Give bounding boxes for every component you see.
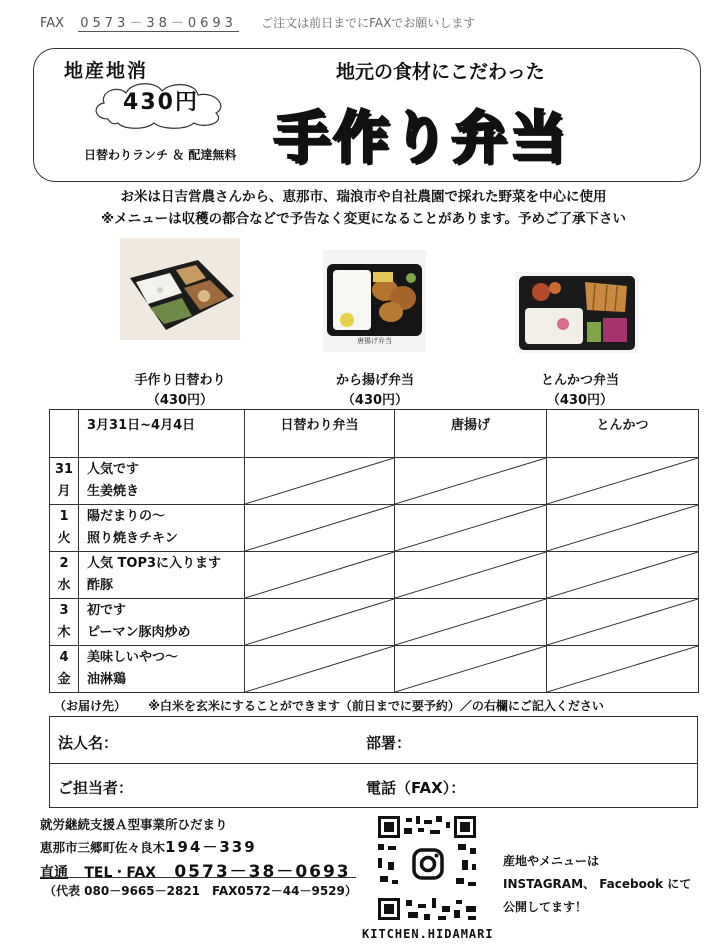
contact-person-field[interactable]: ご担当者： (58, 779, 134, 797)
chisan-chisho-label: 地産地消 (64, 60, 149, 82)
day-cell: 4 金 (50, 646, 79, 693)
direct-contact-line (40, 857, 351, 882)
menu-header-row (50, 410, 699, 458)
order-form-divider (50, 763, 697, 764)
destination-label: （お届け先） (54, 699, 127, 713)
qr-account-label: KITCHEN.HIDAMARI (362, 927, 494, 941)
header-daily-bento: 日替わり弁当 (245, 410, 395, 458)
day-cell: 2 水 (50, 552, 79, 599)
daily-bento-photo (120, 238, 240, 340)
tel-fax-label: TEL・FAX (84, 865, 156, 881)
day-cell: 31 月 (50, 458, 79, 505)
order-cell-karaage[interactable] (395, 552, 547, 599)
order-form (49, 716, 698, 808)
tonkatsu-bento-photo (515, 272, 639, 353)
intro-line-1: お米は日吉営農さんから、恵那市、瑞浪市や自社農園で採れた野菜を中心に使用 (120, 189, 607, 205)
menu-row-wed (50, 552, 699, 599)
day-cell: 1 火 (50, 505, 79, 552)
order-cell-daily[interactable] (245, 552, 395, 599)
header-tonkatsu: とんかつ (547, 410, 699, 458)
sns-line-3: 公開してます！ (503, 900, 588, 914)
header-karaage: 唐揚げ (395, 410, 547, 458)
company-name: 就労継続支援Ａ型事業所ひだまり (40, 817, 228, 832)
fax-number: 0573－38－0693 (80, 16, 237, 31)
order-cell-tonkatsu[interactable] (547, 458, 699, 505)
menu-row-fri (50, 646, 699, 693)
header-date-range: 3月31日~4月4日 (79, 410, 245, 458)
karaage-bento-photo (323, 250, 426, 352)
footer-divider (40, 877, 356, 878)
menu-item-cell: 陽だまりの～ 照り焼きチキン (79, 505, 245, 552)
phone-fax-field[interactable]: 電話（FAX）： (366, 779, 466, 797)
product-price-karaage: （430円） (341, 393, 409, 408)
representative-contact: （代表 080－9665－2821 FAX0572－44－9529） (44, 884, 357, 898)
order-cell-karaage[interactable] (395, 646, 547, 693)
order-cell-daily[interactable] (245, 458, 395, 505)
order-cell-karaage[interactable] (395, 599, 547, 646)
local-food-heading: 地元の食材にこだわった (336, 61, 545, 83)
menu-row-mon (50, 458, 699, 505)
sns-line-2: INSTAGRAM、 Facebook にて (503, 877, 692, 891)
order-cell-daily[interactable] (245, 646, 395, 693)
tel-fax-number: 0573－38－0693 (174, 862, 351, 882)
fax-header (40, 12, 475, 32)
product-name-daily: 手作り日替わり (134, 373, 226, 388)
weekly-menu-table (49, 409, 699, 693)
menu-item-cell: 人気 TOP3に入ります 酢豚 (79, 552, 245, 599)
karaage-photo-caption: 唐揚げ弁当 (357, 337, 392, 345)
order-cell-karaage[interactable] (395, 505, 547, 552)
brown-rice-note: ※白米を玄米にすることができます（前日までに要予約）／の右欄にご記入ください (148, 699, 604, 713)
fax-order-note: ご注文は前日までにFAXでお願いします (261, 16, 476, 30)
menu-item-cell: 初です ピーマン豚肉炒め (79, 599, 245, 646)
menu-item-cell: 美味しいやつ～ 油淋鶏 (79, 646, 245, 693)
order-cell-daily[interactable] (245, 505, 395, 552)
product-price-tonkatsu: （430円） (546, 393, 614, 408)
product-name-karaage: から揚げ弁当 (335, 373, 414, 388)
notice-line (54, 697, 604, 714)
direct-label: 直通 (40, 865, 68, 881)
department-field[interactable]: 部署： (366, 734, 412, 752)
menu-row-tue (50, 505, 699, 552)
menu-item-cell: 人気です 生姜焼き (79, 458, 245, 505)
daily-lunch-note: 日替わりランチ ＆ 配達無料 (84, 148, 237, 162)
corporation-field[interactable]: 法人名： (58, 734, 119, 752)
order-cell-tonkatsu[interactable] (547, 646, 699, 693)
sns-line-1: 産地やメニューは (503, 854, 600, 868)
title-banner (33, 48, 701, 182)
order-cell-tonkatsu[interactable] (547, 505, 699, 552)
intro-line-2: ※メニューは収穫の都合などで予告なく変更になることがあります。予めご了承下さい (100, 211, 627, 227)
company-address: 恵那市三郷町佐々良木194－339 (40, 838, 257, 856)
order-cell-tonkatsu[interactable] (547, 599, 699, 646)
order-cell-daily[interactable] (245, 599, 395, 646)
menu-row-thu (50, 599, 699, 646)
fax-label: FAX (40, 16, 65, 31)
product-name-tonkatsu: とんかつ弁当 (540, 373, 619, 388)
day-cell: 3 木 (50, 599, 79, 646)
header-day-cell (50, 410, 79, 458)
product-price-daily: （430円） (146, 393, 214, 408)
price-label: 430円 (123, 90, 199, 115)
order-cell-tonkatsu[interactable] (547, 552, 699, 599)
order-cell-karaage[interactable] (395, 458, 547, 505)
handmade-bento-title: 手作り弁当 (274, 106, 569, 171)
